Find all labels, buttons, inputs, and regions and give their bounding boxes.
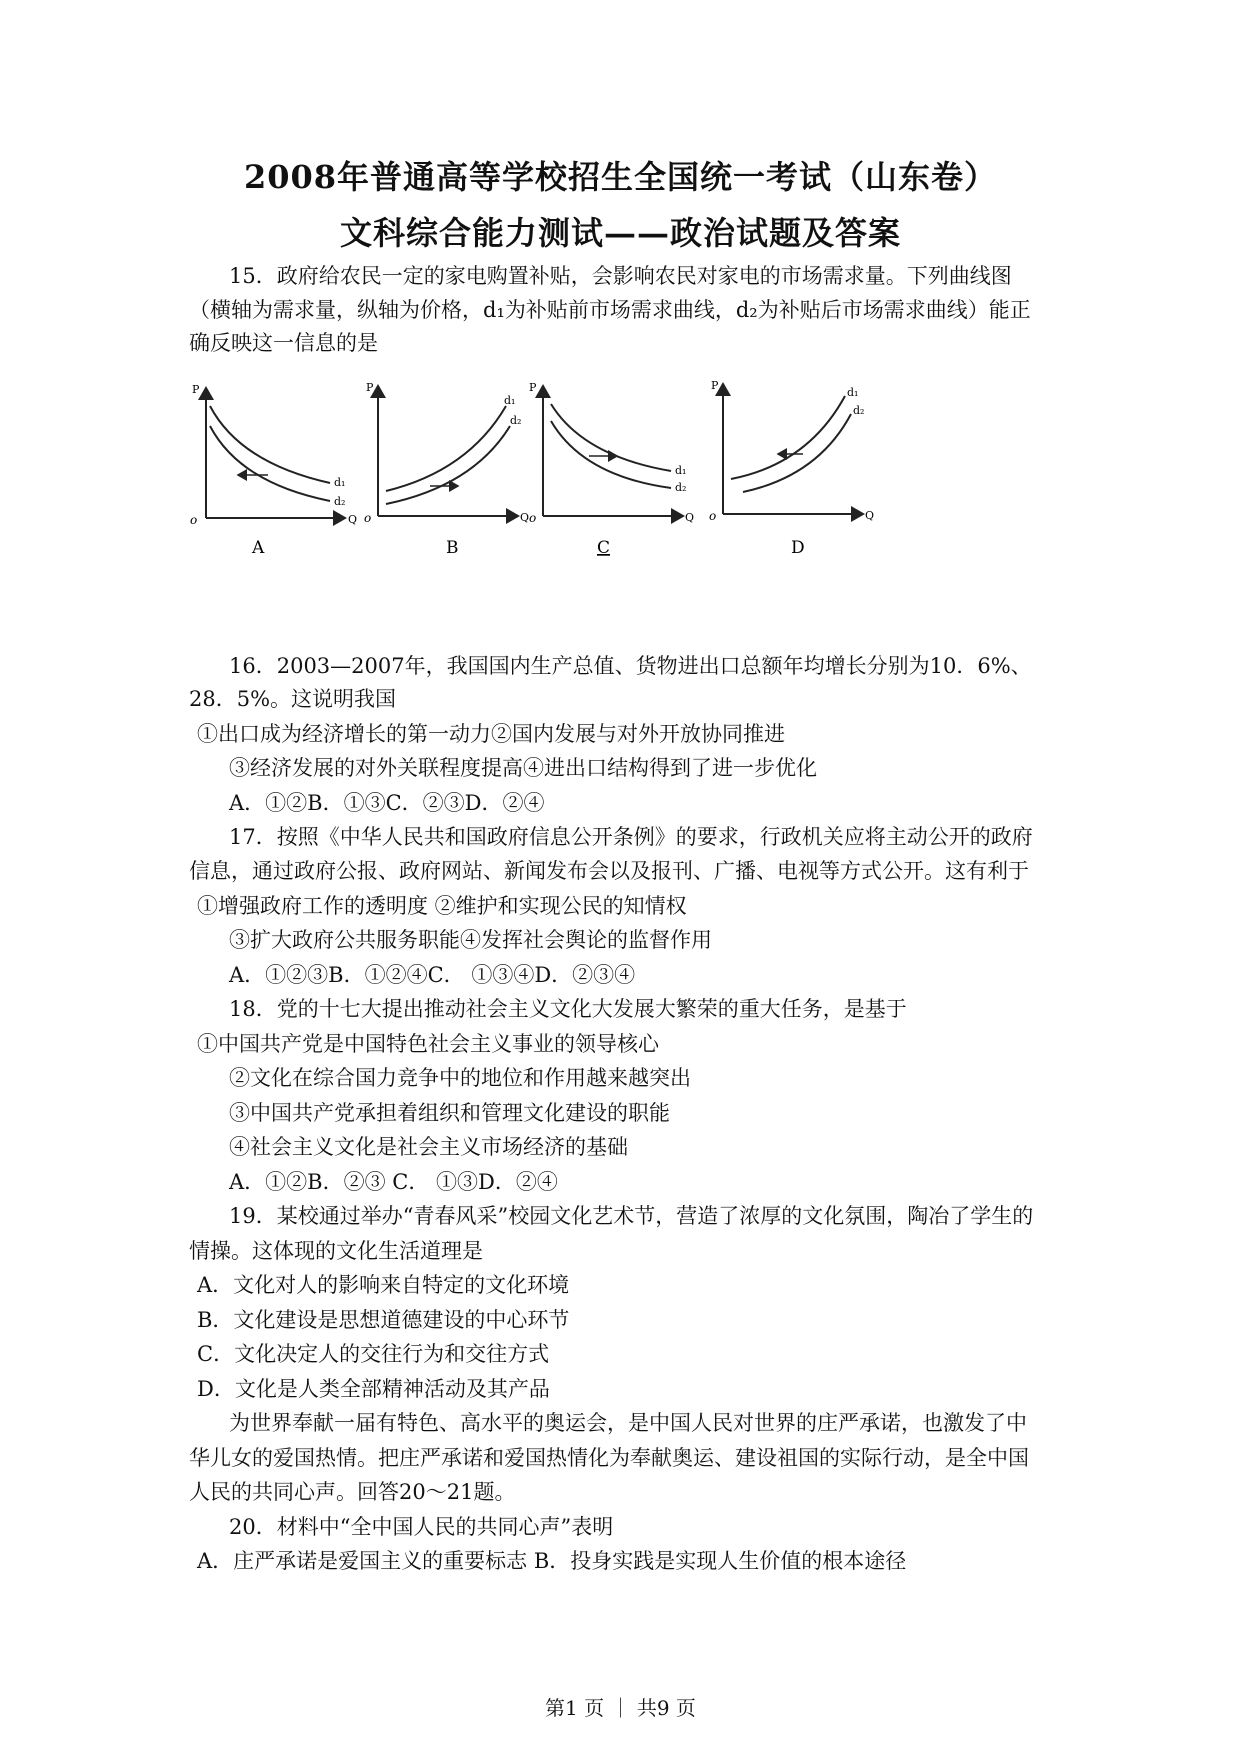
graph-d-p-label: P [711, 379, 719, 392]
material-line2: 华儿女的爱国热情。把庄严承诺和爱国热情化为奉献奥运、建设祖国的实际行动，是全中国 [189, 1446, 1029, 1470]
q18-option-3: ③中国共产党承担着组织和管理文化建设的职能 [229, 1101, 670, 1125]
q20-options-ab: A．庄严承诺是爱国主义的重要标志 B．投身实践是实现人生价值的根本途径 [197, 1549, 907, 1573]
q19-line2: 情操。这体现的文化生活道理是 [189, 1239, 483, 1263]
graph-a-d1-label: d₁ [334, 476, 346, 489]
q19-line1: 19．某校通过举办“青春风采”校园文化艺术节，营造了浓厚的文化氛围，陶冶了学生的 [229, 1204, 1034, 1228]
q19-option-d: D．文化是人类全部精神活动及其产品 [197, 1377, 550, 1401]
graph-c-q-label: Q [685, 511, 695, 524]
graph-d-letter: D [791, 538, 805, 558]
material-line3: 人民的共同心声。回答20～21题。 [189, 1480, 516, 1504]
graph-b-p-label: P [366, 381, 374, 394]
q19-option-b: B．文化建设是思想道德建设的中心环节 [197, 1308, 570, 1332]
q18-option-2: ②文化在综合国力竞争中的地位和作用越来越突出 [229, 1066, 691, 1090]
graph-b-curve-1 [386, 406, 506, 491]
graph-a-p-label: P [192, 383, 200, 396]
q15-graphs-svg [190, 378, 960, 563]
q16-option-1: ①出口成为经济增长的第一动力②国内发展与对外开放协同推进 [197, 722, 785, 746]
graph-a-d2-label: d₂ [334, 495, 346, 508]
graph-a-o-label: o [190, 513, 198, 527]
q17-option-2: ③扩大政府公共服务职能④发挥社会舆论的监督作用 [229, 928, 712, 952]
page-title: 2008年普通高等学校招生全国统一考试（山东卷） [243, 158, 998, 196]
graph-b [364, 381, 529, 558]
graph-a-curve-2 [210, 426, 330, 501]
q16-line2: 28．5%。这说明我国 [189, 687, 397, 711]
q15-line1: 15．政府给农民一定的家电购置补贴，会影响农民对家电的市场需求量。下列曲线图 [229, 264, 1012, 288]
graph-d-q-label: Q [865, 509, 875, 522]
q17-line2: 信息，通过政府公报、政府网站、新闻发布会以及报刊、广播、电视等方式公开。这有利于 [189, 859, 1029, 883]
graph-c [529, 381, 694, 558]
graph-a-q-label: Q [348, 513, 358, 526]
graph-d-o-label: o [709, 509, 717, 523]
q16-choices: A．①②B．①③C．②③D．②④ [229, 791, 545, 815]
material-line1: 为世界奉献一届有特色、高水平的奥运会，是中国人民对世界的庄严承诺，也激发了中 [229, 1411, 1027, 1435]
q16-option-2: ③经济发展的对外关联程度提高④进出口结构得到了进一步优化 [229, 756, 817, 780]
page-footer: 第1 页 ｜ 共9 页 [545, 1696, 696, 1720]
graph-b-d1-label: d₁ [504, 394, 516, 407]
q16-line1: 16．2003—2007年，我国国内生产总值、货物进出口总额年均增长分别为10．6%、 [229, 654, 1032, 678]
graph-b-o-label: o [364, 511, 372, 525]
q17-option-1: ①增强政府工作的透明度 ②维护和实现公民的知情权 [197, 894, 687, 918]
q15-line2: （横轴为需求量，纵轴为价格，d₁为补贴前市场需求曲线，d₂为补贴后市场需求曲线）能正 [189, 298, 1031, 322]
q17-line1: 17．按照《中华人民共和国政府信息公开条例》的要求，行政机关应将主动公开的政府 [229, 825, 1033, 849]
q18-choices: A．①②B．②③ C． ①③D．②④ [229, 1170, 558, 1194]
q19-option-a: A．文化对人的影响来自特定的文化环境 [197, 1273, 570, 1297]
graph-d-curve-1 [731, 396, 845, 479]
graph-a [190, 383, 357, 558]
graph-c-letter: C [597, 538, 611, 558]
q15-line3: 确反映这一信息的是 [189, 331, 378, 355]
graph-c-d2-label: d₂ [675, 481, 687, 494]
q19-option-c: C．文化决定人的交往行为和交往方式 [197, 1342, 550, 1366]
q17-choices: A．①②③B．①②④C． ①③④D．②③④ [229, 963, 636, 987]
graph-d [709, 379, 874, 558]
graph-b-q-label: Q [520, 511, 530, 524]
q18-line1: 18．党的十七大提出推动社会主义文化大发展大繁荣的重大任务，是基于 [229, 997, 907, 1021]
graph-a-curve-1 [210, 406, 330, 483]
graph-c-o-label: o [529, 511, 537, 525]
q15-graphs [190, 378, 960, 563]
graph-c-curve-1 [551, 404, 671, 471]
graph-c-d1-label: d₁ [675, 464, 687, 477]
q18-option-4: ④社会主义文化是社会主义市场经济的基础 [229, 1135, 628, 1159]
graph-a-letter: A [252, 538, 265, 558]
graph-d-d2-label: d₂ [853, 404, 865, 417]
q20-line1: 20．材料中“全中国人民的共同心声”表明 [229, 1515, 614, 1539]
graph-d-d1-label: d₁ [847, 386, 859, 399]
graph-c-p-label: P [529, 381, 537, 394]
graph-b-d2-label: d₂ [510, 414, 522, 427]
page-subtitle: 文科综合能力测试——政治试题及答案 [339, 214, 901, 252]
graph-d-curve-2 [743, 414, 851, 492]
q18-option-1: ①中国共产党是中国特色社会主义事业的领导核心 [197, 1032, 659, 1056]
graph-b-letter: B [446, 538, 459, 558]
